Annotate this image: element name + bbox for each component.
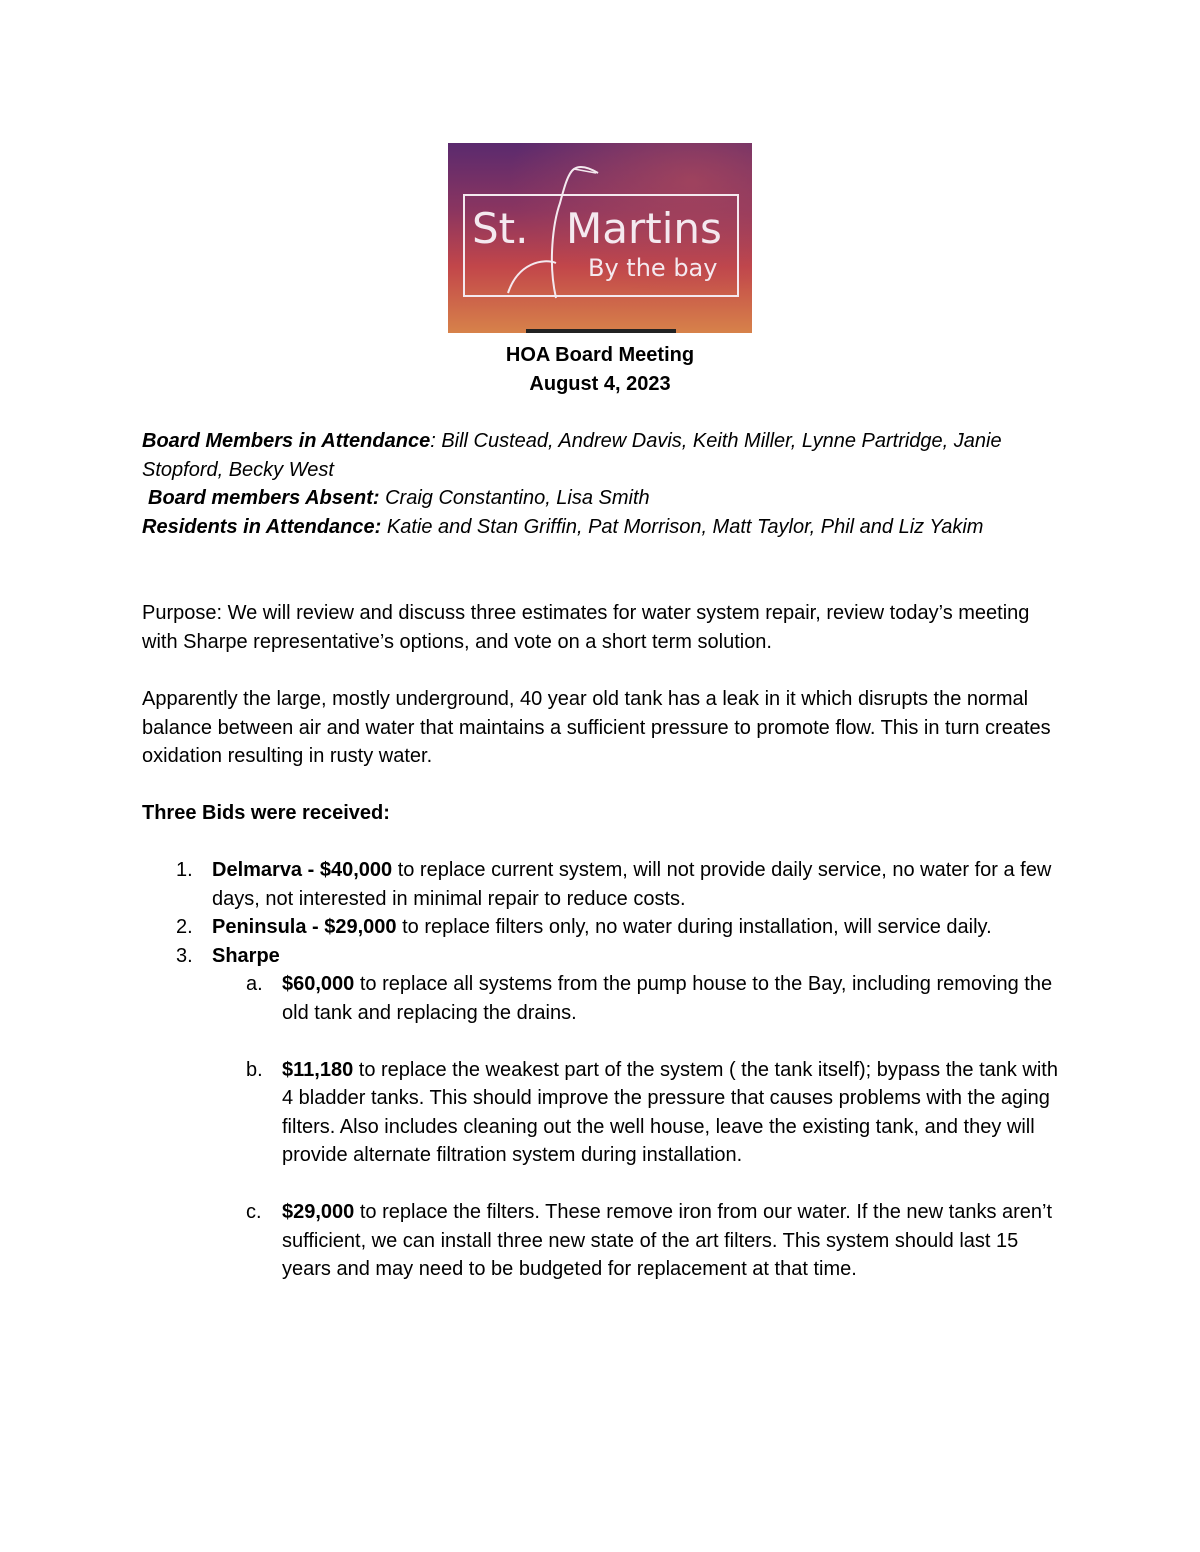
st-martins-logo — [448, 143, 752, 333]
list-item — [212, 1198, 1067, 1284]
option-amount: $29,000 — [282, 1201, 355, 1223]
board-absent-names: Craig Constantino, Lisa Smith — [379, 487, 650, 509]
option-amount: $60,000 — [282, 973, 355, 995]
list-item — [212, 970, 1067, 1056]
list-number: 3. — [176, 944, 193, 967]
bid-text: to replace current system, will not provide daily service, no water for a few days, not interested in minimal repair to reduce costs. — [212, 859, 1052, 910]
meeting-date: August 4, 2023 — [529, 373, 671, 395]
list-item — [212, 1056, 1067, 1199]
residents-present — [142, 513, 1067, 542]
board-present-names: : Bill Custead, Andrew Davis, Keith Miller, Lynne Partridge, Janie Stopford, Becky West — [142, 430, 1002, 481]
logo-text-martins: Martins — [566, 204, 722, 253]
sharpe-options-list — [212, 970, 1067, 1284]
board-absent — [142, 484, 1067, 513]
option-text: to replace the filters. These remove iron from our water. If the new tanks aren’t sufficient, we can install three new state of the art filters. This system should last 15 years and may need to be budgeted for replacement at that time. — [282, 1201, 1053, 1280]
residents-label: Residents in Attendance: — [142, 515, 382, 538]
residents-names: Katie and Stan Griffin, Pat Morrison, Matt Taylor, Phil and Liz Yakim — [381, 515, 984, 538]
option-text: to replace the weakest part of the system ( the tank itself); bypass the tank with 4 bladder tanks. This should improve the pressure that causes problems with the aging filters. Also includes cleaning out the well house, leave the existing tank, and they will provide alternate filtration system during installation. — [282, 1058, 1058, 1166]
purpose-paragraph: Purpose: We will review and discuss three estimates for water system repair, review today’s meeting with Sharpe representative’s options, and vote on a short term solution. — [142, 602, 1030, 653]
bids-heading: Three Bids were received: — [142, 802, 390, 824]
leak-paragraph: Apparently the large, mostly underground, 40 year old tank has a leak in it which disrupts the normal balance between air and water that maintains a sufficient pressure to promote flow. This in turn creates oxidation resulting in rusty water. — [142, 688, 1051, 767]
list-item — [142, 856, 1067, 913]
bid-name: Delmarva - $40,000 — [212, 859, 393, 881]
board-absent-label: Board members Absent: — [148, 487, 380, 509]
list-number: 2. — [176, 916, 193, 938]
board-present — [142, 427, 1067, 484]
list-number: 1. — [176, 859, 193, 881]
attendance-section — [142, 427, 1067, 541]
option-amount: $11,180 — [282, 1058, 354, 1081]
list-letter: b. — [246, 1058, 263, 1081]
list-item — [142, 942, 1067, 1284]
logo-text-tagline: By the bay — [588, 254, 718, 282]
bids-list — [142, 856, 1067, 1284]
meeting-title: HOA Board Meeting — [505, 344, 695, 366]
list-item — [142, 913, 1067, 942]
bid-text: to replace filters only, no water during installation, will service daily. — [396, 916, 992, 938]
option-text: to replace all systems from the pump house to the Bay, including removing the old tank and replacing the drains. — [282, 973, 1053, 1024]
board-present-label: Board Members in Attendance — [142, 430, 431, 452]
bid-name: Sharpe — [212, 944, 280, 967]
list-letter: a. — [246, 973, 263, 995]
list-letter: c. — [246, 1201, 262, 1223]
bid-name: Peninsula - $29,000 — [212, 916, 397, 938]
logo-text-st: St. — [472, 204, 529, 253]
